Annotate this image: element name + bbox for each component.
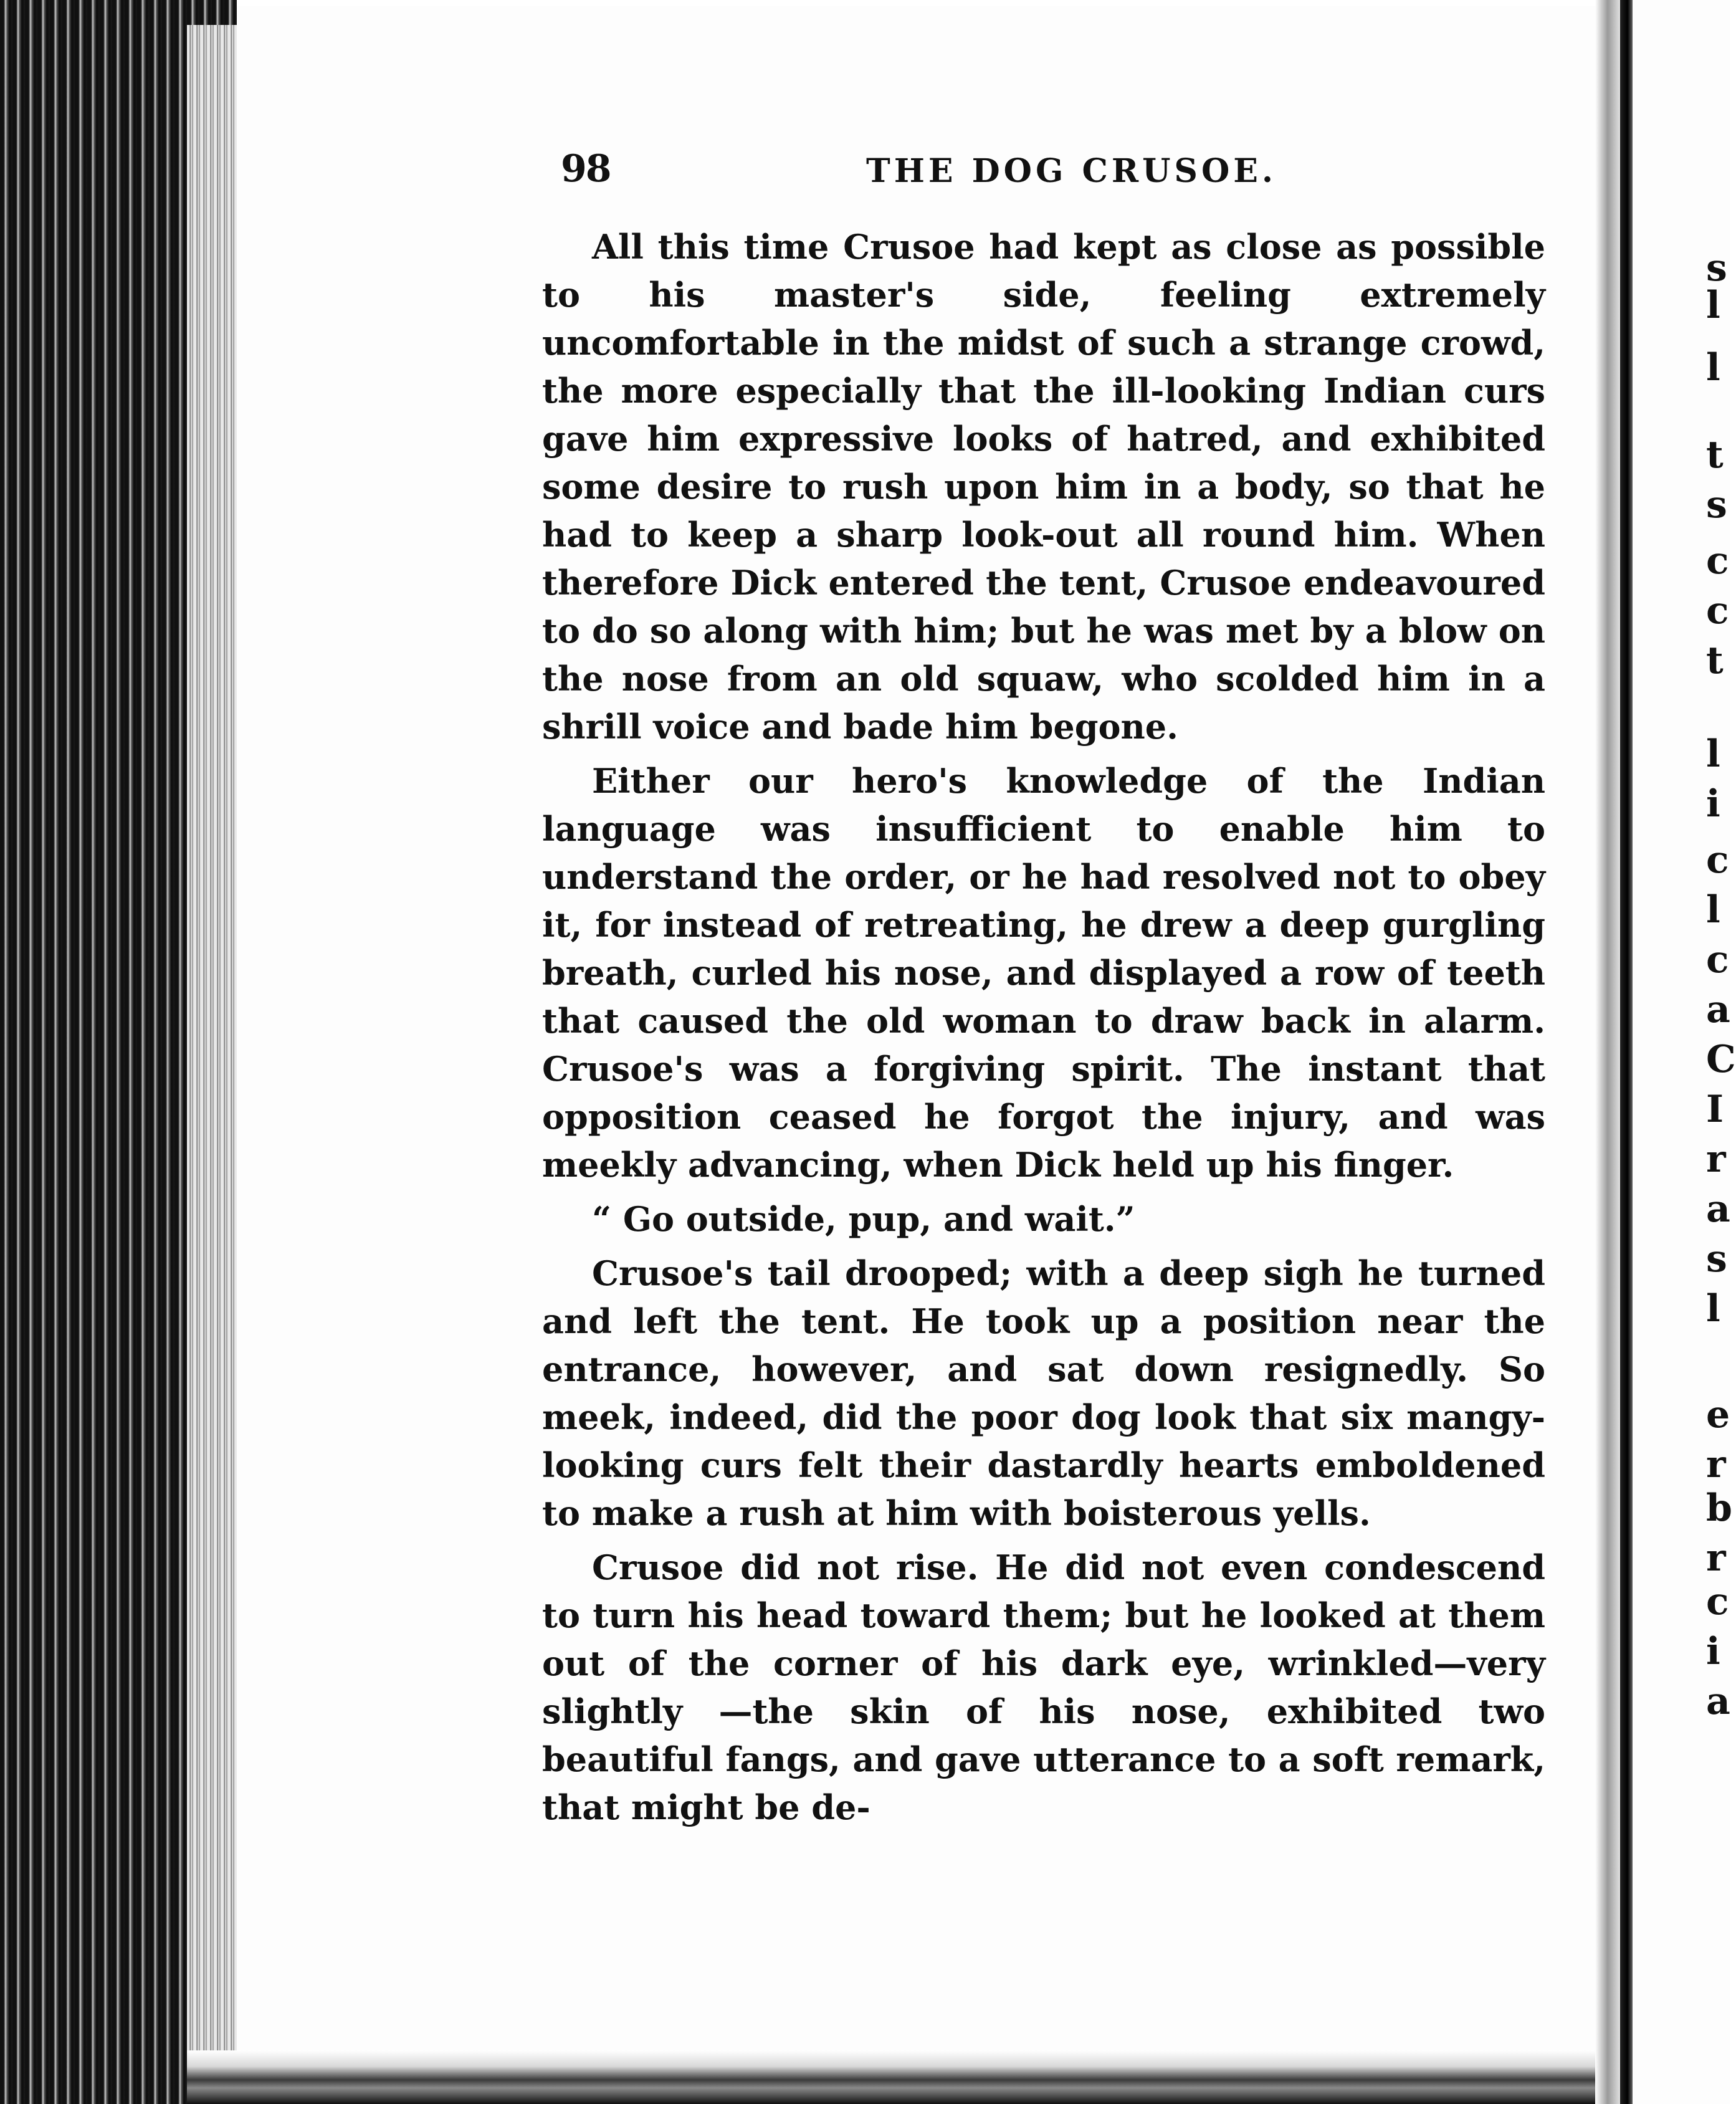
right-page-letter-fragment: C (1706, 1038, 1736, 1081)
right-page-letter-fragment: a (1706, 988, 1730, 1031)
right-page-letter-fragment: l (1706, 346, 1720, 390)
dialogue-line: “ Go outside, pup, and wait.” (592, 1199, 1135, 1239)
right-page-letter-fragment: s (1706, 246, 1727, 290)
right-page-letter-fragment: a (1706, 1187, 1730, 1231)
right-page-letter-fragment: c (1706, 589, 1729, 633)
paragraph-4: Crusoe did not rise. He did not even condescend to turn his head toward them; but he looked at them out of the corner of his dark eye, wrinkled—very slightly —the skin of his nose, exhibited two beautiful fangs, and gave utterance to a soft remark, that might be de- (542, 1547, 1545, 1827)
right-page-letter-fragment: r (1706, 1137, 1726, 1181)
right-page-letter-fragment: r (1706, 1536, 1726, 1580)
bottom-page-edge (187, 2050, 1639, 2104)
right-page-letter-fragment: t (1706, 433, 1724, 477)
right-page-letter-fragment: l (1706, 732, 1720, 776)
right-page-letter-fragment: i (1706, 782, 1720, 826)
right-page-letter-fragment: I (1706, 1088, 1724, 1131)
right-page-letter-fragment: i (1706, 1630, 1720, 1673)
right-page-edge (1620, 0, 1633, 2104)
right-page-letter-fragment: l (1706, 1287, 1720, 1331)
body-text (542, 223, 1545, 1838)
right-page-letter-fragment: c (1706, 838, 1729, 882)
right-page-letter-fragment: b (1706, 1486, 1732, 1530)
page-number: 98 (561, 147, 611, 191)
right-page-letter-fragment: r (1706, 1443, 1726, 1486)
right-page-letter-fragment: e (1706, 1393, 1730, 1437)
paragraph-3: Crusoe's tail drooped; with a deep sigh he turned and left the tent. He took up a position near the entrance, however, and sat down resignedly. So meek, indeed, did the poor dog look that six mangy-looking curs felt their dastardly hearts emboldened to make a rush at him with boisterous yells. (542, 1253, 1545, 1533)
right-page-letter-fragment: l (1706, 888, 1720, 932)
page-header (561, 147, 1552, 197)
right-page-letter-fragment: s (1706, 483, 1727, 527)
page-stack-edge (187, 25, 237, 2063)
paragraph-2: Either our hero's knowledge of the Indian language was insufficient to enable him to understand the order, or he had resolved not to obey it, for instead of retreating, he drew a deep gurgling breath, curled his nose, and displayed a row of teeth that caused the old woman to draw back in alarm. Crusoe's was a forgiving spirit. The instant that opposition ceased he forgot the injury, and was meekly advancing, when Dick held up his finger. (542, 761, 1545, 1185)
right-page-letter-fragment: t (1706, 639, 1724, 682)
right-page-letter-fragment: l (1706, 284, 1720, 327)
book-gutter (1595, 0, 1620, 2104)
paragraph-1: All this time Crusoe had kept as close as possible to his master's side, feeling extremely uncomfortable in the midst of such a strange crowd, the more especially that the ill-looking Indian curs gave him expressive looks of hatred, and exhibited some desire to rush upon him in a body, so that he had to keep a sharp look-out all round him. When therefore Dick entered the tent, Crusoe endeavoured to do so along with him; but he was met by a blow on the nose from an old squaw, who scolded him in a shrill voice and bade him begone. (542, 227, 1545, 747)
running-title: THE DOG CRUSOE. (866, 152, 1277, 190)
right-page-letter-fragment: c (1706, 938, 1729, 982)
right-page-letter-fragment: a (1706, 1680, 1730, 1723)
right-page-letter-fragment: c (1706, 539, 1729, 583)
right-page-letter-fragment: s (1706, 1237, 1727, 1281)
right-page-letter-fragment: c (1706, 1580, 1729, 1623)
